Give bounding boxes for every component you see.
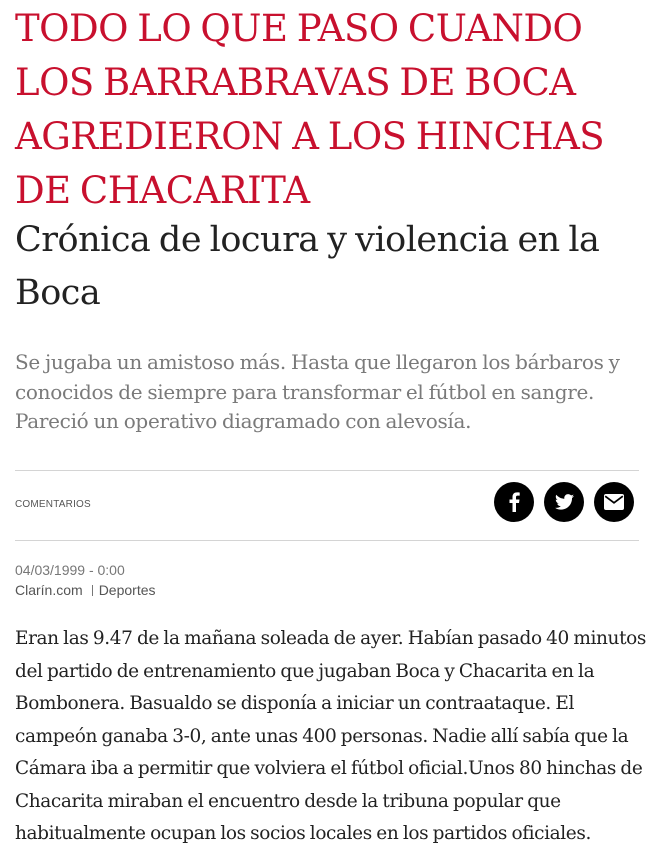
article-body: Eran las 9.47 de la mañana soleada de ayer. Habían pasado 40 minutos del partido de entrenamiento que jugaban Boca y Chacarita en la Bombonera. Basualdo se disponía a iniciar un contraataque. El campeón ganaba 3-0, ante unas 400 personas. Nadie allí sabía que la Cámara iba a permitir que volviera el fútbol oficial.Unos 80 hinchas de Chacarita miraban el encuentro desde la tribuna popular que habitualmente ocupan los socios locales en los partidos oficiales.	[15, 628, 646, 844]
share-facebook-button[interactable]	[494, 482, 534, 522]
article-summary: Se jugaba un amistoso más. Hasta que llegaron los bárbaros y conocidos de siempre para transformar el fútbol en sangre. Pareció un operativo diagramado con alevosía.	[15, 350, 620, 433]
source-name: Clarín.com	[15, 582, 83, 598]
article-headline: TODO LO QUE PASO CUANDO LOS BARRABRAVAS DE BOCA AGREDIERON A LOS HINCHAS DE CHACARITA	[15, 7, 605, 212]
share-mail-button[interactable]	[594, 482, 634, 522]
section-link[interactable]: Deportes	[98, 582, 156, 598]
facebook-icon	[508, 492, 520, 512]
byline	[15, 581, 156, 599]
byline-separator	[92, 585, 93, 596]
mail-icon	[604, 494, 624, 510]
twitter-icon	[555, 494, 574, 510]
divider-bottom	[15, 540, 639, 541]
divider-top	[15, 470, 639, 471]
comments-link[interactable]: COMENTARIOS	[15, 499, 91, 510]
publish-date: 04/03/1999 - 0:00	[15, 562, 125, 578]
article-subtitle: Crónica de locura y violencia en la Boca	[15, 220, 600, 313]
share-twitter-button[interactable]	[544, 482, 584, 522]
